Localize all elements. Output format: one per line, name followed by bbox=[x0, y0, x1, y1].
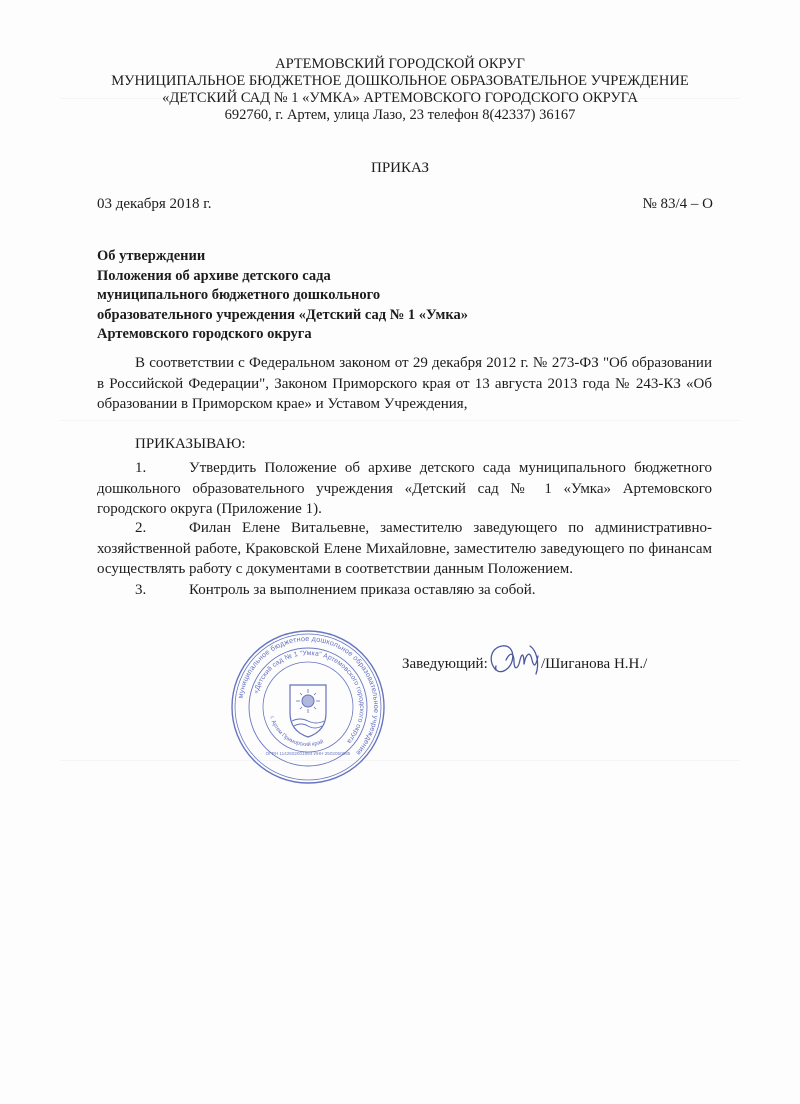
order-item bbox=[97, 518, 712, 580]
subject-line: Артемовского городского округа bbox=[97, 326, 312, 342]
item-number: 1. bbox=[135, 460, 147, 476]
handwritten-signature bbox=[486, 640, 546, 682]
basis-paragraph: В соответствии с Федеральном законом от 29 декабря 2012 г. № 273-ФЗ "Об образовании в Российской Федерации", Законом Приморского края от 13 августа 2013 года № 243-КЗ «Об образовании в Приморском крае» и Уставом Учреждения, bbox=[97, 355, 712, 412]
subject-line: муниципального бюджетного дошкольного bbox=[97, 287, 381, 303]
bleed-through-line bbox=[60, 420, 740, 421]
item-number: 2. bbox=[135, 520, 147, 536]
subject-line: Положения об архиве детского сада bbox=[97, 267, 331, 284]
order-number: № 83/4 – О bbox=[642, 196, 713, 212]
item-text: Контроль за выполнением приказа оставляю за собой. bbox=[189, 582, 536, 598]
header-institution-name: «ДЕТСКИЙ САД № 1 «УМКА» АРТЕМОВСКОГО ГОРОДСКОГО ОКРУГА bbox=[162, 90, 638, 106]
svg-text:г. Артем Приморский край bbox=[268, 716, 324, 748]
order-item bbox=[97, 580, 712, 601]
bleed-through-line bbox=[60, 760, 740, 761]
seal-outer-text: муниципальное бюджетное дошкольное образовательное учреждение bbox=[235, 633, 382, 758]
seal-city-text: г. Артем Приморский край bbox=[268, 715, 325, 749]
doc-title: ПРИКАЗ bbox=[371, 160, 429, 176]
signatory-role: Заведующий: bbox=[402, 656, 488, 672]
order-date: 03 декабря 2018 г. bbox=[97, 196, 212, 212]
order-item bbox=[97, 458, 712, 520]
item-number: 3. bbox=[135, 582, 147, 598]
signatory-name: /Шиганова Н.Н./ bbox=[541, 656, 648, 672]
item-text: Утвердить Положение об архиве детского сада муниципального бюджетного дошкольного образовательного учреждения «Детский сад № 1 «Умка» Артемовского городского округа (Приложение 1). bbox=[97, 460, 712, 517]
subject-line: образовательного учреждения «Детский сад № 1 «Умка» bbox=[97, 306, 468, 323]
order-word: ПРИКАЗЫВАЮ: bbox=[135, 436, 246, 452]
subject-line: Об утверждении bbox=[97, 248, 206, 264]
seal-middle-text: «Детский сад № 1 "Умка" Артемовского городского округа bbox=[252, 649, 366, 745]
official-seal bbox=[228, 627, 388, 787]
header-address: 692760, г. Артем, улица Лазо, 23 телефон 8(42337) 36167 bbox=[224, 107, 576, 123]
header-institution-type: МУНИЦИПАЛЬНОЕ БЮДЖЕТНОЕ ДОШКОЛЬНОЕ ОБРАЗОВАТЕЛЬНОЕ УЧРЕЖДЕНИЕ bbox=[111, 73, 689, 89]
seal-ogrn-text: ОГРН 1142502001894 ИНН 2502050085 bbox=[265, 751, 351, 756]
header-municipality: АРТЕМОВСКИЙ ГОРОДСКОЙ ОКРУГ bbox=[275, 56, 525, 72]
order-subject bbox=[97, 247, 617, 345]
coat-of-arms-icon bbox=[290, 685, 326, 737]
item-text: Филан Елене Витальевне, заместителю заведующего по административно-хозяйственной работе, Краковской Елене Михайловне, заместителю заведующего по финансам осуществлять работу с документами в соответствии данным Положением. bbox=[97, 520, 712, 577]
